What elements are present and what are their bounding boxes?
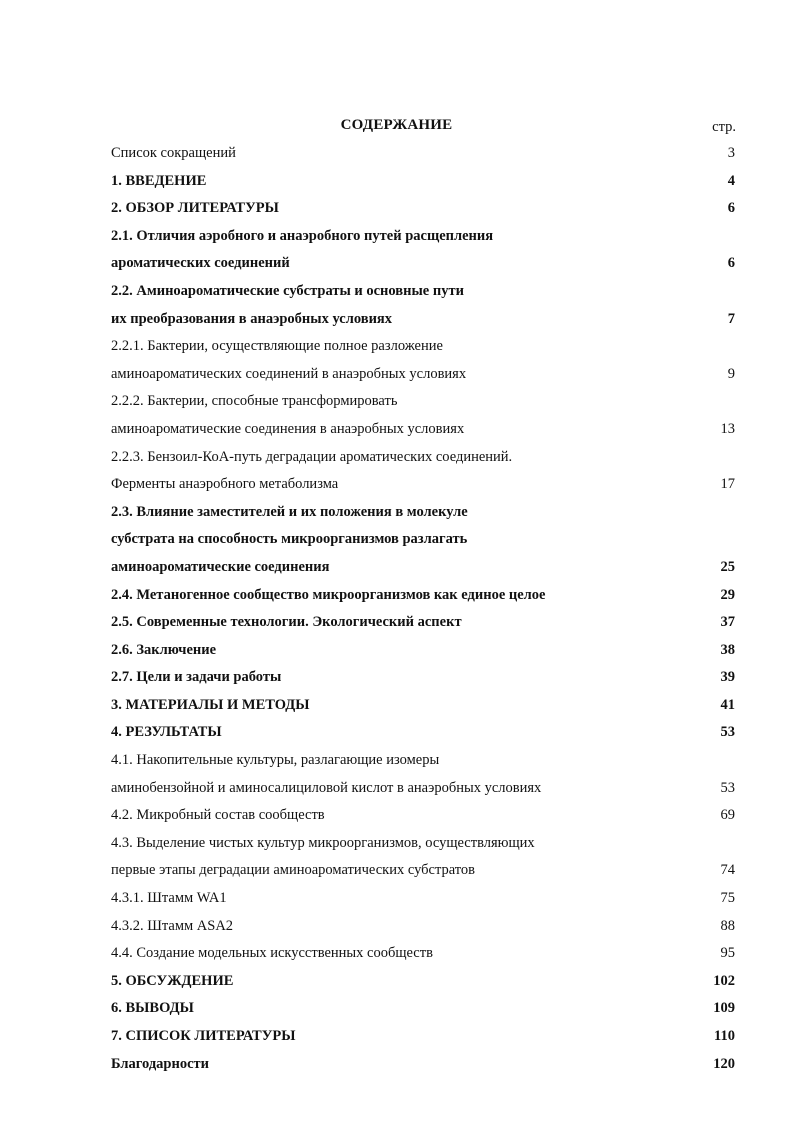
toc-entry-text: 2.2.1. Бактерии, осуществляющие полное разложение	[111, 338, 443, 355]
toc-entry	[111, 361, 735, 389]
toc-entry	[111, 195, 735, 223]
toc-entry	[111, 499, 735, 527]
toc-entry-page: 9	[727, 365, 735, 382]
toc-entry	[111, 637, 735, 665]
toc-entry-text: 2.2.2. Бактерии, способные трансформировать	[111, 393, 398, 410]
toc-entry-page: 102	[713, 972, 735, 989]
toc-entry-page: 39	[720, 669, 735, 686]
toc-entry	[111, 333, 735, 361]
toc-entry-page: 120	[713, 1055, 735, 1072]
toc-entry	[111, 554, 735, 582]
toc-entry	[111, 885, 735, 913]
toc-entry-page: 13	[720, 420, 735, 437]
toc-entry-text: 6. ВЫВОДЫ	[111, 1000, 194, 1017]
toc-entry-text: первые этапы деградации аминоароматических субстратов	[111, 862, 476, 879]
toc-entry	[111, 802, 735, 830]
toc-entry	[111, 223, 735, 251]
toc-entry-text: 2.3. Влияние заместителей и их положения в молекуле	[111, 503, 468, 520]
toc-entry-text: 4.2. Микробный состав сообществ	[111, 807, 325, 824]
toc-entry	[111, 830, 735, 858]
toc-entry-text: 4.3. Выделение чистых культур микроорганизмов, осуществляющих	[111, 834, 535, 851]
toc-entry	[111, 913, 735, 941]
toc-entry-text: 2.7. Цели и задачи работы	[111, 669, 282, 686]
toc-entry-text: аминобензойной и аминосалициловой кислот в анаэробных условиях	[111, 779, 542, 796]
toc-entry-text: 7. СПИСОК ЛИТЕРАТУРЫ	[111, 1028, 296, 1044]
toc-entry-page: 41	[720, 696, 735, 713]
toc-entry-text: ароматических соединений	[111, 255, 290, 272]
toc-entry-text: Благодарности	[111, 1055, 210, 1072]
toc-entry-page: 74	[720, 862, 735, 879]
toc-entry-page: 95	[720, 945, 735, 962]
toc-entry-page: 53	[720, 724, 735, 741]
toc-entry-text: 4. РЕЗУЛЬТАТЫ	[111, 724, 222, 741]
toc-entry-text: 2.2.3. Бензоил-КоА-путь деградации ароматических соединений.	[111, 448, 513, 465]
toc-entry-page: 75	[720, 890, 735, 907]
toc-entry-page: 37	[720, 614, 735, 631]
toc-entry-text: 5. ОБСУЖДЕНИЕ	[111, 972, 234, 989]
toc-entry	[111, 692, 735, 720]
page-title: СОДЕРЖАНИЕ	[340, 117, 453, 133]
toc-entry	[111, 250, 735, 278]
toc-entry-page: 110	[714, 1028, 735, 1044]
toc-entry-text: 2.1. Отличия аэробного и анаэробного путей расщепления	[111, 227, 494, 244]
toc-entry	[111, 416, 735, 444]
toc-entry-text: 4.3.2. Штамм ASA2	[111, 917, 234, 934]
toc-entry-page: 29	[720, 586, 735, 603]
toc-entry-text: 1. ВВЕДЕНИЕ	[111, 172, 207, 189]
toc-entry	[111, 995, 735, 1023]
toc-entry-text: их преобразования в анаэробных условиях	[111, 310, 393, 327]
toc-entry-text: Список сокращений	[111, 145, 236, 161]
toc-entry	[111, 526, 735, 554]
toc-entry-text: 4.1. Накопительные культуры, разлагающие изомеры	[111, 752, 440, 769]
toc-entry-page: 3	[727, 145, 735, 161]
toc-entry	[111, 857, 735, 885]
toc-entry	[111, 775, 735, 803]
toc-entry-page: 4	[727, 172, 735, 189]
table-of-contents	[111, 140, 735, 1078]
toc-entry	[111, 168, 735, 196]
toc-entry	[111, 388, 735, 416]
toc-entry-text: 4.3.1. Штамм WA1	[111, 890, 227, 907]
toc-entry	[111, 1051, 735, 1079]
toc-entry-page: 88	[720, 917, 735, 934]
toc-entry-page: 6	[727, 255, 735, 272]
toc-entry	[111, 664, 735, 692]
toc-entry	[111, 278, 735, 306]
toc-entry	[111, 968, 735, 996]
toc-entry-page: 109	[713, 1000, 735, 1017]
toc-entry	[111, 747, 735, 775]
toc-entry-text: субстрата на способность микроорганизмов разлагать	[111, 531, 468, 548]
toc-entry	[111, 719, 735, 747]
toc-entry-page: 17	[720, 476, 735, 493]
page-column-label: стр.	[712, 119, 736, 135]
toc-entry	[111, 444, 735, 472]
toc-entry-text: 2.6. Заключение	[111, 641, 217, 658]
toc-entry-text: 3. МАТЕРИАЛЫ И МЕТОДЫ	[111, 696, 310, 713]
toc-entry	[111, 471, 735, 499]
toc-entry-text: 2.2. Аминоароматические субстраты и основные пути	[111, 282, 464, 299]
toc-entry	[111, 940, 735, 968]
toc-entry-page: 53	[720, 779, 735, 796]
toc-entry-text: 2. ОБЗОР ЛИТЕРАТУРЫ	[111, 200, 279, 217]
toc-entry	[111, 140, 735, 168]
toc-entry-text: аминоароматические соединения в анаэробных условиях	[111, 420, 465, 437]
toc-entry-text: аминоароматические соединения	[111, 558, 330, 575]
toc-entry	[111, 582, 735, 610]
toc-entry	[111, 1023, 735, 1051]
toc-entry-page: 6	[727, 200, 735, 217]
toc-entry	[111, 306, 735, 334]
toc-entry-page: 38	[720, 641, 735, 658]
toc-entry-text: 2.5. Современные технологии. Экологический аспект	[111, 614, 462, 631]
toc-entry-page: 25	[720, 558, 735, 575]
toc-entry-text: 4.4. Создание модельных искусственных сообществ	[111, 945, 433, 962]
toc-entry-text: 2.4. Метаногенное сообщество микроорганизмов как единое целое	[111, 586, 546, 603]
toc-entry-page: 69	[720, 807, 735, 824]
toc-entry	[111, 609, 735, 637]
toc-entry-text: Ферменты анаэробного метаболизма	[111, 476, 339, 493]
toc-entry-page: 7	[727, 310, 735, 327]
toc-entry-text: аминоароматических соединений в анаэробных условиях	[111, 365, 467, 382]
